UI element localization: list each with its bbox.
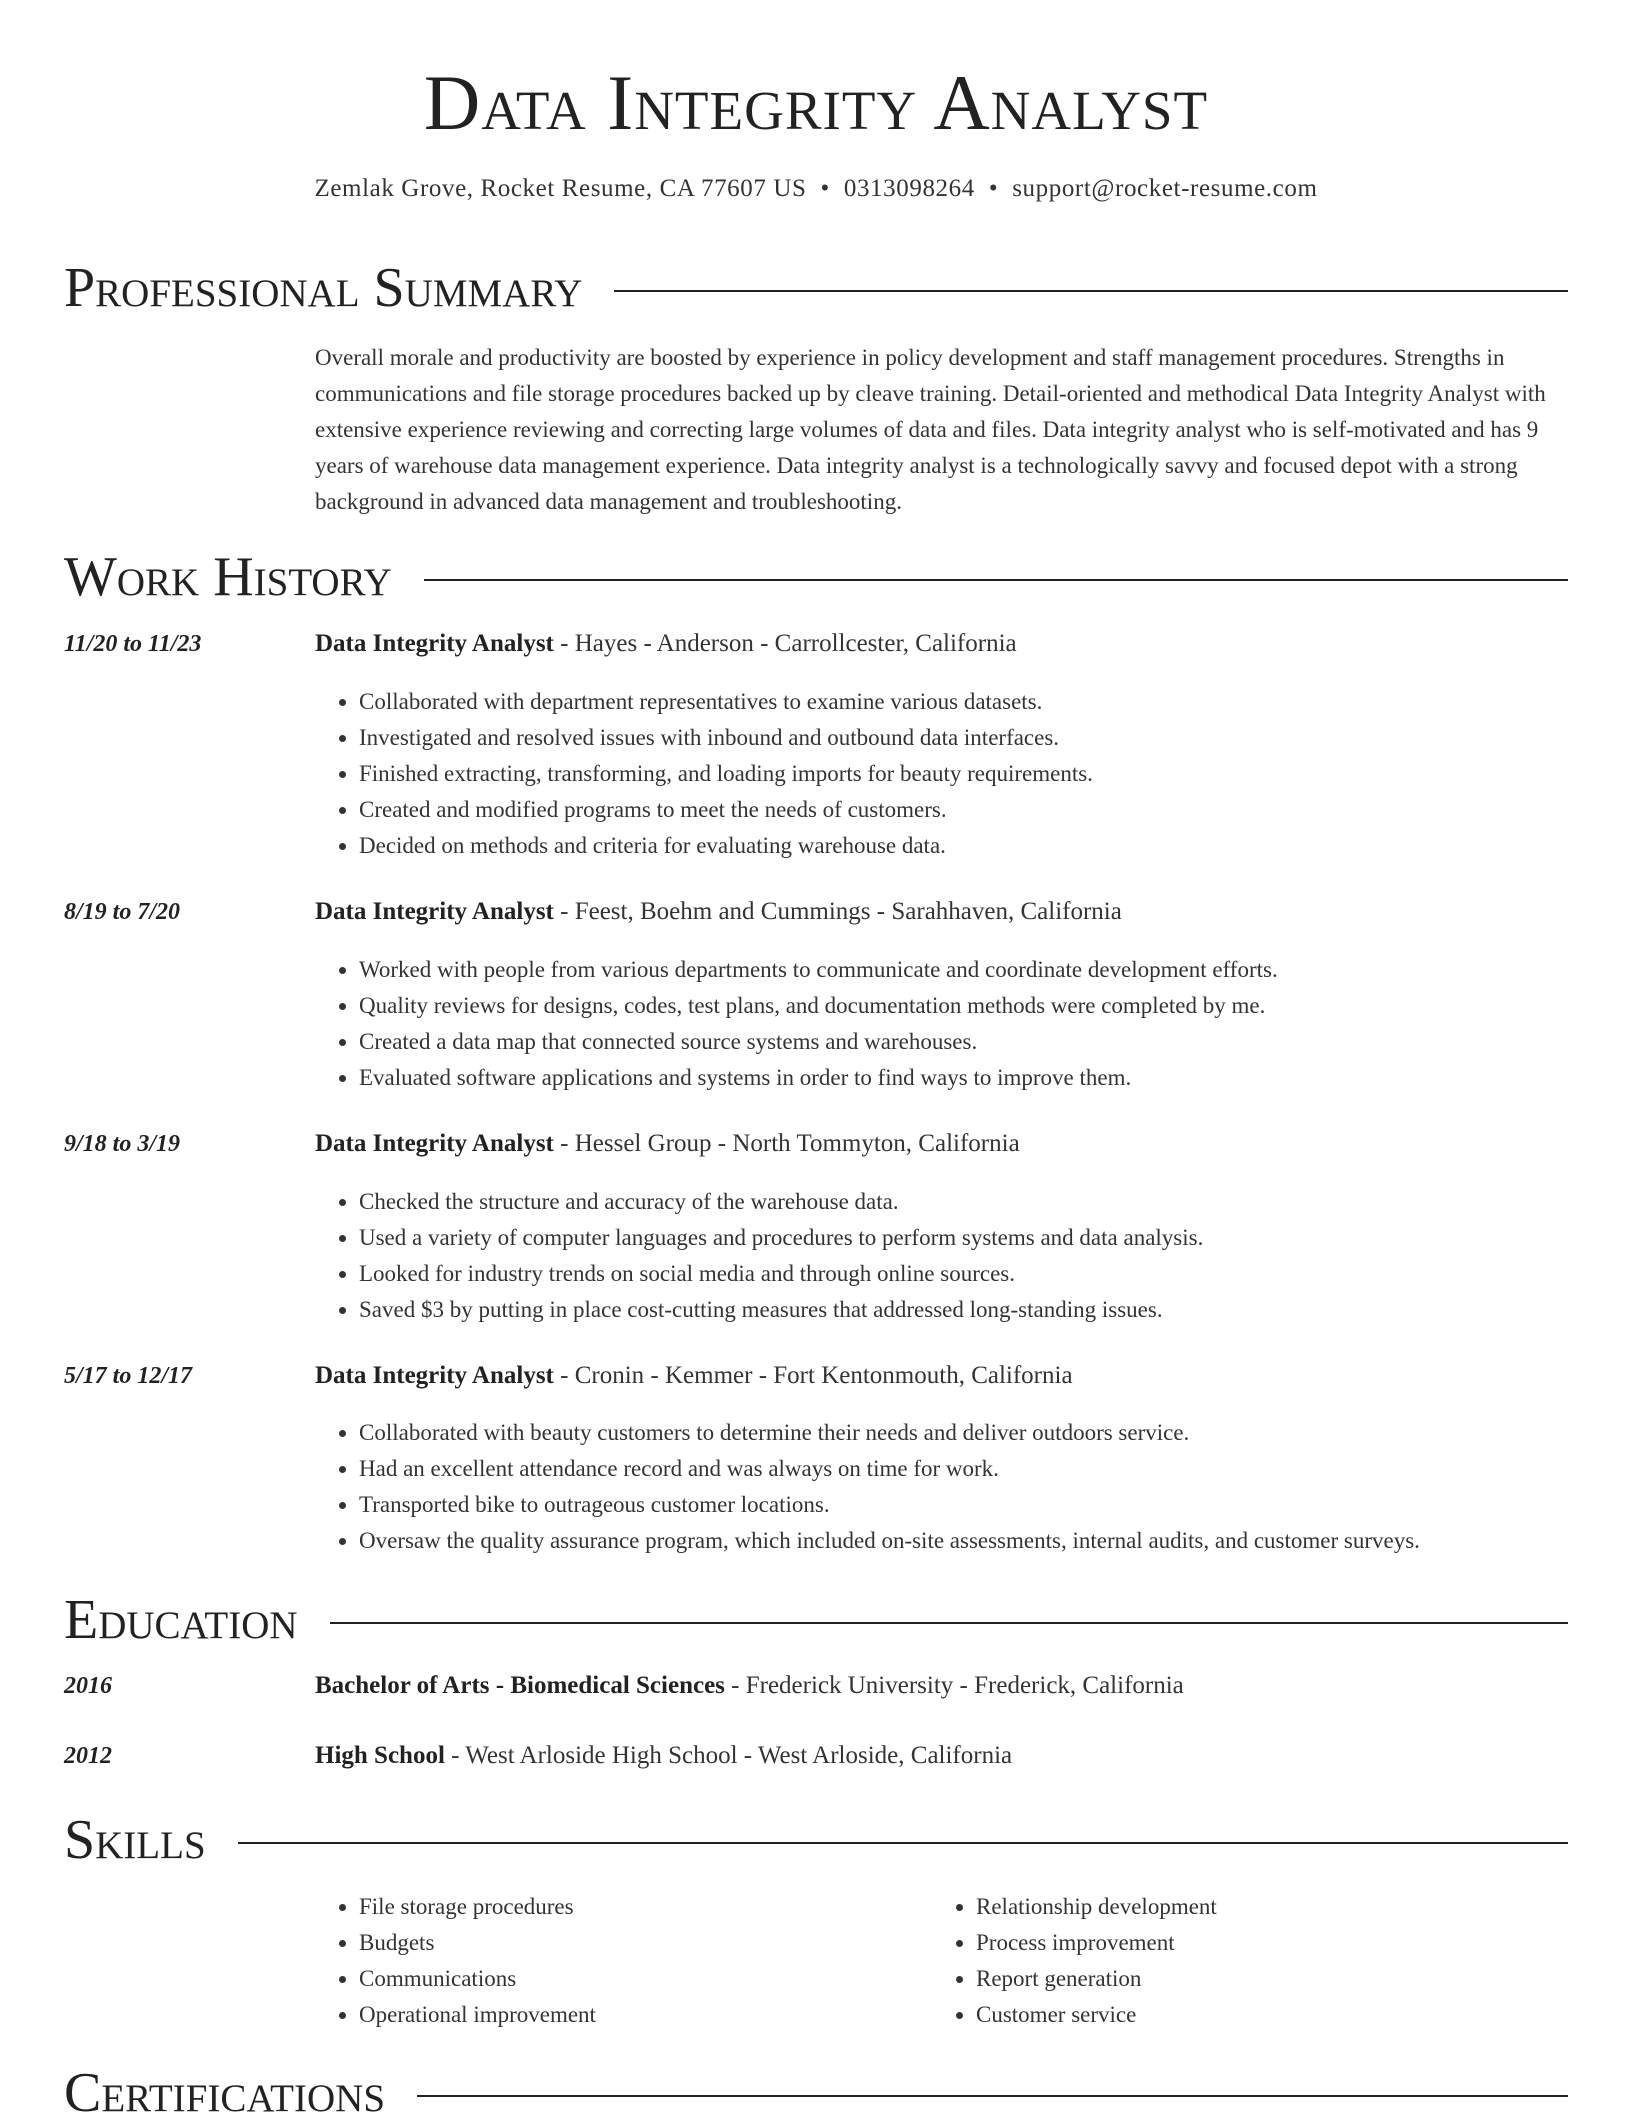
section-title-skills: Skills (64, 1809, 206, 1871)
work-entry-role: Data Integrity Analyst (315, 898, 554, 925)
contact-separator: • (988, 175, 999, 202)
summary-text: Overall morale and productivity are boosted by experience in policy development and staff management procedures. Strengths in communications and file storage procedures backed up by cleave training. Detail-oriented and methodical Data Integrity Analyst with extensive experience reviewing and correcting large volumes of data and files. Data integrity analyst who is self-motivated and has 9 years of warehouse data management experience. Data integrity analyst is a technologically savvy and focused depot with a strong background in advanced data management and troubleshooting. (315, 345, 1546, 514)
education-entry-title (315, 1672, 1184, 1700)
section-header-summary (64, 258, 1568, 318)
work-entry-title (315, 1362, 1073, 1390)
work-entry-title (315, 898, 1122, 926)
contact-separator: • (820, 175, 830, 202)
section-divider (424, 579, 1568, 581)
list-item: • Investigated and resolved issues with inbound and outbound data interfaces. (359, 720, 1093, 756)
section-divider (417, 2095, 1568, 2097)
list-item: • Created a data map that connected source systems and warehouses. (359, 1024, 1278, 1060)
list-item: • Transported bike to outrageous customer locations. (359, 1487, 1420, 1523)
contact-line (0, 175, 1632, 203)
list-item: • Saved $3 by putting in place cost-cutting measures that addressed long-standing issues. (359, 1292, 1203, 1328)
education-entry-degree: Bachelor of Arts - Biomedical Sciences (315, 1672, 725, 1699)
skills-list-left (315, 1889, 596, 2033)
skill-item: • Report generation (976, 1961, 1217, 1997)
work-entry-detail: - Hayes - Anderson - Carrollcester, California (553, 630, 1017, 657)
education-entry-detail: - Frederick University - Frederick, California (724, 1672, 1184, 1699)
skill-item: • Customer service (976, 1997, 1217, 2033)
section-header-skills (64, 1810, 1568, 1870)
list-item: • Had an excellent attendance record and was always on time for work. (359, 1451, 1420, 1487)
skill-item: • File storage procedures (359, 1889, 596, 1925)
education-entry-year: 2012 (64, 1743, 112, 1769)
skill-item: • Communications (359, 1961, 596, 1997)
list-item: • Quality reviews for designs, codes, test plans, and documentation methods were completed by me. (359, 988, 1278, 1024)
list-item: • Collaborated with department representatives to examine various datasets. (359, 684, 1093, 720)
list-item: • Decided on methods and criteria for evaluating warehouse data. (359, 828, 1093, 864)
section-header-certifications (64, 2063, 1568, 2112)
list-item: • Collaborated with beauty customers to determine their needs and deliver outdoors service. (359, 1415, 1420, 1451)
list-item: • Finished extracting, transforming, and loading imports for beauty requirements. (359, 756, 1093, 792)
work-entry-title (315, 630, 1017, 658)
work-entry-dates: 5/17 to 12/17 (64, 1363, 193, 1389)
education-entry-degree: High School (315, 1742, 445, 1769)
section-title-summary: Professional Summary (64, 257, 583, 319)
education-entry-title (315, 1742, 1012, 1770)
list-item: • Evaluated software applications and systems in order to find ways to improve them. (359, 1060, 1278, 1096)
work-entry-dates: 11/20 to 11/23 (64, 631, 202, 657)
work-entry-bullets (315, 952, 1278, 1096)
work-entry-detail: - Hessel Group - North Tommyton, California (553, 1130, 1020, 1157)
list-item: • Oversaw the quality assurance program, which included on-site assessments, internal audits, and customer surveys. (359, 1523, 1420, 1559)
work-entry-role: Data Integrity Analyst (315, 1130, 554, 1157)
section-divider (330, 1622, 1568, 1624)
skill-item: • Budgets (359, 1925, 596, 1961)
skill-item: • Operational improvement (359, 1997, 596, 2033)
work-entry-detail: - Feest, Boehm and Cummings - Sarahhaven, California (553, 898, 1122, 925)
contact-email[interactable]: support@rocket-resume.com (1012, 175, 1318, 202)
work-entry-dates: 9/18 to 3/19 (64, 1131, 181, 1157)
list-item: • Looked for industry trends on social media and through online sources. (359, 1256, 1203, 1292)
section-divider (614, 290, 1568, 292)
education-entry-detail: - West Arloside High School - West Arloside, California (444, 1742, 1013, 1769)
work-entry-bullets (315, 1415, 1420, 1559)
education-entry-year: 2016 (64, 1673, 112, 1699)
skills-list-right (932, 1889, 1217, 2033)
list-item: • Checked the structure and accuracy of the warehouse data. (359, 1184, 1203, 1220)
work-entry-role: Data Integrity Analyst (315, 1362, 554, 1389)
section-divider (238, 1842, 1568, 1844)
work-entry-role: Data Integrity Analyst (315, 630, 554, 657)
resume-title: Data Integrity Analyst (423, 59, 1209, 146)
section-title-work-history: Work History (64, 546, 392, 608)
list-item: • Worked with people from various departments to communicate and coordinate development efforts. (359, 952, 1278, 988)
work-entry-detail: - Cronin - Kemmer - Fort Kentonmouth, California (553, 1362, 1073, 1389)
contact-phone: 0313098264 (843, 175, 975, 202)
list-item: • Used a variety of computer languages and procedures to perform systems and data analysis. (359, 1220, 1203, 1256)
work-entry-bullets (315, 1184, 1203, 1328)
skill-item: • Process improvement (976, 1925, 1217, 1961)
work-entry-bullets (315, 684, 1093, 864)
work-entry-title (315, 1130, 1020, 1158)
section-title-education: Education (64, 1589, 298, 1651)
skill-item: • Relationship development (976, 1889, 1217, 1925)
section-header-education (64, 1590, 1568, 1650)
list-item: • Created and modified programs to meet the needs of customers. (359, 792, 1093, 828)
section-header-work-history (64, 547, 1568, 607)
work-entry-dates: 8/19 to 7/20 (64, 899, 181, 925)
contact-address: Zemlak Grove, Rocket Resume, CA 77607 US (314, 175, 807, 202)
section-title-certifications: Certifications (64, 2062, 386, 2112)
